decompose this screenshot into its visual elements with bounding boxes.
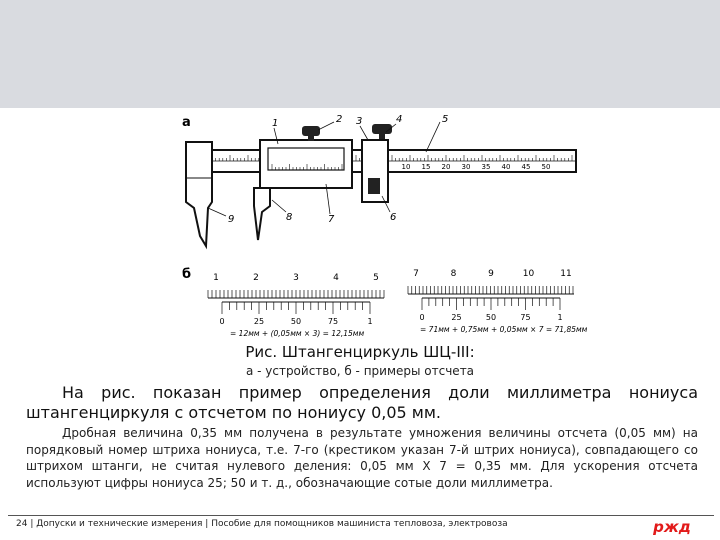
detail-paragraph bbox=[26, 425, 698, 491]
callout-8: 8 bbox=[286, 212, 293, 223]
example-vernier-number: 1 bbox=[557, 313, 563, 322]
callout-4: 4 bbox=[396, 114, 403, 125]
figure-caption-title: Рис. Штангенциркуль ШЦ-III: bbox=[245, 343, 475, 361]
example-top-number: 2 bbox=[253, 273, 259, 283]
example-vernier-number: 50 bbox=[485, 313, 497, 322]
callout-9: 9 bbox=[228, 214, 235, 225]
example-top-number: 8 bbox=[450, 269, 457, 279]
example-vernier-number: 75 bbox=[520, 313, 531, 322]
rzd-logo-text: ржд bbox=[653, 518, 691, 536]
example-top-number: 4 bbox=[333, 273, 339, 283]
example-top-number: 9 bbox=[488, 269, 494, 279]
header-band bbox=[0, 0, 720, 108]
callout-7: 7 bbox=[328, 214, 335, 225]
example-top-number: 5 bbox=[373, 273, 379, 283]
beam-number: 30 bbox=[461, 163, 471, 171]
callout-3: 3 bbox=[356, 116, 363, 127]
figure-label-b: б bbox=[182, 267, 192, 282]
rzd-logo bbox=[650, 516, 694, 536]
example-vernier-number: 50 bbox=[290, 317, 302, 326]
beam-number: 50 bbox=[541, 163, 551, 171]
beam-number: 45 bbox=[521, 163, 531, 171]
example2-formula: = 71мм + 0,75мм + 0,05мм × 7 = 71,85мм bbox=[420, 325, 588, 334]
beam-number: 15 bbox=[421, 163, 431, 171]
lead-text: На рис. показан пример определения доли миллиметра нониуса штангенциркуля с отсчетом по нониусу 0,05 мм. bbox=[26, 383, 698, 422]
example-vernier-number: 25 bbox=[451, 313, 462, 322]
beam-number: 10 bbox=[401, 163, 411, 171]
caliper-figure bbox=[150, 108, 590, 344]
example-top-number: 11 bbox=[560, 269, 572, 279]
figure-label-a: а bbox=[182, 115, 191, 130]
beam-number: 40 bbox=[501, 163, 511, 171]
example-top-number: 1 bbox=[213, 273, 219, 283]
beam-number: 35 bbox=[481, 163, 491, 171]
example-top-number: 7 bbox=[413, 269, 419, 279]
callout-6: 6 bbox=[390, 212, 397, 223]
lead-paragraph bbox=[26, 383, 698, 423]
beam-number: 20 bbox=[441, 163, 451, 171]
example-top-number: 10 bbox=[522, 269, 535, 279]
example-top-number: 3 bbox=[293, 273, 299, 283]
micro-feed-screw bbox=[372, 124, 392, 134]
example-vernier-number: 25 bbox=[253, 317, 265, 326]
figure-caption-subtitle: а - устройство, б - примеры отсчета bbox=[245, 364, 475, 378]
example-vernier-number: 0 bbox=[219, 317, 225, 326]
callout-2: 2 bbox=[336, 114, 343, 125]
callout-1: 1 bbox=[272, 118, 279, 129]
clamp-screw bbox=[302, 126, 320, 136]
callout-5: 5 bbox=[442, 114, 449, 125]
example-vernier-number: 75 bbox=[327, 317, 339, 326]
example1-formula: = 12мм + (0,05мм × 3) = 12,15мм bbox=[230, 329, 365, 338]
example-vernier-number: 0 bbox=[419, 313, 425, 322]
footer-text: 24 | Допуски и технические измерения | Пособие для помощников машиниста тепловоза, электровоза bbox=[16, 519, 508, 529]
main-scale-numbers bbox=[384, 163, 551, 171]
detail-text: Дробная величина 0,35 мм получена в результате умножения величины отсчета (0,05 мм) на порядковый номер штриха нониуса, т.е. 7-го (крестиком указан 7-й штрих нониуса), совпадающего со штрихом штанги, не считая нулевого деления: 0,05 мм Х 7 = 0,35 мм. Для ускорения отсчета используют цифры нониуса 25; 50 и т. д., обозначающие сотые доли миллиметра. bbox=[26, 426, 698, 490]
example-vernier-number: 1 bbox=[367, 317, 373, 326]
